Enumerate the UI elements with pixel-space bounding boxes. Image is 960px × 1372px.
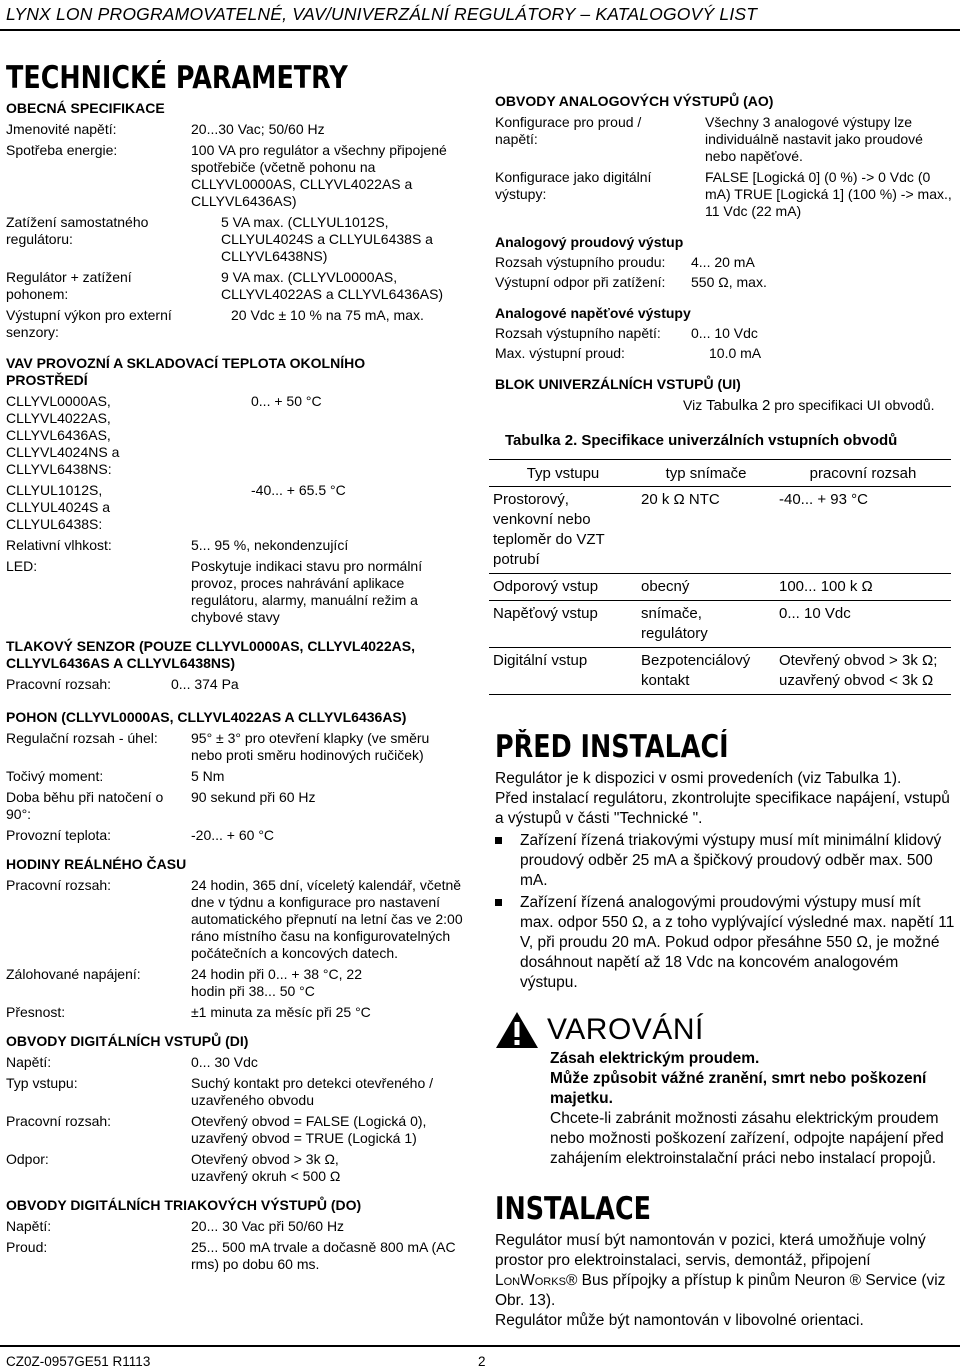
actuator-list xyxy=(6,730,476,844)
table-row xyxy=(489,601,951,648)
spec-value: 9 VA max. (CLLYVL0000AS, CLLYVL4022AS a CLLYVL6436AS) xyxy=(221,269,444,302)
ui-note xyxy=(683,397,955,414)
table-cell: 20 k Ω NTC xyxy=(637,487,775,574)
spec-value: ±1 minuta za měsíc při 25 °C xyxy=(191,1004,371,1020)
spec-key: CLLYUL1012S, CLLYUL4024S a CLLYUL6438S: xyxy=(6,482,111,532)
spec-value: Otevřený obvod > 3k Ω, uzavřený okruh < 500 Ω xyxy=(191,1151,341,1184)
spec-value: 20...30 Vac; 50/60 Hz xyxy=(191,121,325,137)
spec-key: Rozsah výstupního proudu: xyxy=(495,254,666,270)
rtc-list xyxy=(6,877,476,1021)
spec-value: 100 VA pro regulátor a všechny připojené spotřebiče (včetně pohonu na CLLYVL0000AS, CLLYVL4022AS a CLLYVL6436AS) xyxy=(191,142,447,209)
ao-heading: OBVODY ANALOGOVÝCH VÝSTUPŮ (AO) xyxy=(495,93,774,109)
spec-key: Pracovní rozsah: xyxy=(6,877,112,893)
pre-install-body xyxy=(495,769,955,993)
spec-value: 5 Nm xyxy=(191,768,225,784)
paragraph: Před instalací regulátoru, zkontrolujte specifikace napájení, vstupů a výstupů v části "Technické ". xyxy=(495,790,950,827)
spec-key: Pracovní rozsah: xyxy=(6,676,112,692)
table-cell: 100... 100 k Ω xyxy=(775,574,951,601)
ui-note-suffix: pro specifikaci UI obvodů. xyxy=(770,397,935,413)
spec-key: Konfigurace pro proud / napětí: xyxy=(495,114,642,147)
spec-key: Zálohované napájení: xyxy=(6,966,141,982)
actuator-heading: POHON (CLLYVL0000AS, CLLYVL4022AS A CLLYVL6436AS) xyxy=(6,709,407,725)
spec-value: Poskytuje indikaci stavu pro normální provoz, proces nahrávání aplikace regulátoru, alarmy, manuální režim a chybové stavy xyxy=(191,558,423,625)
di-list xyxy=(6,1054,476,1185)
spec-value: -40... + 65.5 °C xyxy=(251,482,346,498)
ui-heading: BLOK UNIVERZÁLNÍCH VSTUPŮ (UI) xyxy=(495,376,741,392)
table-cell: Odporový vstup xyxy=(489,574,637,601)
general-spec-list xyxy=(6,121,476,341)
installation-title: INSTALACE xyxy=(495,1191,651,1227)
table-row xyxy=(489,487,951,574)
warning-triangle-icon xyxy=(495,1011,539,1049)
bullet-text: Zařízení řízená analogovými proudovými výstupy musí mít max. odpor 550 Ω, a z toho vyplývající výsledné max. napětí 11 V, při proudu 20 mA. Pokud odpor přesáhne 550 Ω, je možné dosáhnout napětí až 18 Vdc na koncovém analogovém výstupu. xyxy=(520,894,955,991)
spec-value: FALSE [Logická 0] (0 %) -> 0 Vdc (0 mA) TRUE [Logická 1] (100 %) -> max., 11 Vdc (22 mA) xyxy=(705,169,952,219)
warning-word: VAROVÁNÍ xyxy=(547,1013,704,1046)
table-2-link[interactable]: Tabulka 2 xyxy=(706,397,771,414)
document-code: CZ0Z-0957GE51 R1113 xyxy=(6,1354,151,1369)
spec-key: Točivý moment: xyxy=(6,768,104,784)
bullet-square-icon xyxy=(495,899,502,906)
spec-key: Výstupní výkon pro externí senzory: xyxy=(6,307,172,340)
header-rule xyxy=(0,29,960,31)
warning-bold-2: Může způsobit vážné zranění, smrt nebo poškození majetku. xyxy=(550,1070,927,1107)
bullet-item xyxy=(495,893,955,993)
document-header: LYNX LON PROGRAMOVATELNÉ, VAV/UNIVERZÁLNÍ REGULÁTORY – KATALOGOVÝ LIST xyxy=(6,4,758,24)
table-header: pracovní rozsah xyxy=(775,460,951,487)
rtc-heading: HODINY REÁLNÉHO ČASU xyxy=(6,856,187,872)
di-heading: OBVODY DIGITÁLNÍCH VSTUPŮ (DI) xyxy=(6,1033,249,1049)
spec-key: Zatížení samostatného regulátoru: xyxy=(6,214,149,247)
spec-key: Napětí: xyxy=(6,1218,52,1234)
table-cell: -40... + 93 °C xyxy=(775,487,951,574)
bullet-text: Zařízení řízená triakovými výstupy musí mít minimální klidový proudový odběr 25 mA a špičkový proudový odběr max. 500 mA. xyxy=(520,832,942,889)
spec-value: 24 hodin při 0... + 38 °C, 22 hodin při 38... 50 °C xyxy=(191,966,362,999)
paragraph: Regulátor je k dispozici v osmi provedeních (viz Tabulka 1). xyxy=(495,770,902,787)
table-cell: obecný xyxy=(637,574,775,601)
spec-value: 90 sekund při 60 Hz xyxy=(191,789,316,805)
spec-value: 10.0 mA xyxy=(709,345,762,361)
text-run: Regulátor musí být namontován v pozici, která umožňuje volný prostor pro elektroinstalaci, servis, demontáž, připojení xyxy=(495,1232,926,1269)
lonworks-brand: LonWorks xyxy=(495,1272,566,1289)
spec-key: CLLYVL0000AS, CLLYVL4022AS, CLLYVL6436AS, CLLYVL4024NS a CLLYVL6438NS: xyxy=(6,393,120,477)
spec-value: 0... 374 Pa xyxy=(171,676,239,692)
table-header: typ snímače xyxy=(637,460,775,487)
spec-key: Provozní teplota: xyxy=(6,827,112,843)
spec-key: LED: xyxy=(6,558,38,574)
paragraph: Regulátor může být namontován v libovolné orientaci. xyxy=(495,1312,864,1329)
spec-key: Výstupní odpor při zatížení: xyxy=(495,274,666,290)
spec-key: Regulátor + zatížení pohonem: xyxy=(6,269,132,302)
spec-value: 95° ± 3° pro otevření klapky (ve směru nebo proti směru hodinových ručiček) xyxy=(191,730,430,763)
spec-key: Rozsah výstupního napětí: xyxy=(495,325,661,341)
spec-value: 20... 30 Vac při 50/60 Hz xyxy=(191,1218,345,1234)
spec-value: 5 VA max. (CLLYUL1012S, CLLYUL4024S a CLLYUL6438S a CLLYVL6438NS) xyxy=(221,214,433,264)
do-heading: OBVODY DIGITÁLNÍCH TRIAKOVÝCH VÝSTUPŮ (DO) xyxy=(6,1197,362,1213)
paragraph xyxy=(495,1231,955,1311)
spec-value: -20... + 60 °C xyxy=(191,827,275,843)
do-list xyxy=(6,1218,476,1273)
bullet-item xyxy=(495,831,955,891)
spec-key: Typ vstupu: xyxy=(6,1075,78,1091)
spec-key: Proud: xyxy=(6,1239,48,1255)
table-cell: Napěťový vstup xyxy=(489,601,637,648)
spec-value: Všechny 3 analogové výstupy lze individuálně nastavit jako proudové nebo napěťové. xyxy=(705,114,923,164)
spec-key: Přesnost: xyxy=(6,1004,66,1020)
bullet-square-icon xyxy=(495,837,502,844)
table-cell: Digitální vstup xyxy=(489,648,637,695)
spec-key: Napětí: xyxy=(6,1054,52,1070)
spec-key: Odpor: xyxy=(6,1151,49,1167)
ao-list xyxy=(495,114,955,220)
spec-value: 0... 10 Vdc xyxy=(691,325,758,341)
text-run: ® Bus přípojky a přístup k pinům Neuron ® Service (viz Obr. 13). xyxy=(495,1272,946,1309)
spec-key: Pracovní rozsah: xyxy=(6,1113,112,1129)
spec-value: 25... 500 mA trvale a dočasně 800 mA (AC rms) po dobu 60 ms. xyxy=(191,1239,456,1272)
spec-key: Jmenovité napětí: xyxy=(6,121,117,137)
table-cell: snímače, regulátory xyxy=(637,601,775,648)
ui-note-prefix: Viz xyxy=(683,397,707,413)
table-cell: Bezpotenciálový kontakt xyxy=(637,648,775,695)
pressure-heading: TLAKOVÝ SENZOR (POUZE CLLYVL0000AS, CLLYVL4022AS, CLLYVL6436AS A CLLYVL6438NS) xyxy=(6,638,415,671)
page-number: 2 xyxy=(478,1354,486,1369)
warning-text: Chcete-li zabránit možnosti zásahu elektrickým proudem nebo možnosti poškození zařízení, odpojte napájení před zahájením elektroinstalační práci nebo instalací propojů. xyxy=(550,1110,944,1167)
ao-voltage-heading: Analogové napěťové výstupy xyxy=(495,305,691,321)
spec-value: 0... + 50 °C xyxy=(251,393,322,409)
table-cell: Otevřený obvod > 3k Ω; uzavřený obvod < 3k Ω xyxy=(775,648,951,695)
spec-value: 550 Ω, max. xyxy=(691,274,767,290)
spec-value: 20 Vdc ± 10 % na 75 mA, max. xyxy=(231,307,424,323)
table-cell: Prostorový, venkovní nebo teploměr do VZT potrubí xyxy=(489,487,637,574)
spec-key: Doba běhu při natočení o 90°: xyxy=(6,789,164,822)
spec-key: Konfigurace jako digitální výstupy: xyxy=(495,169,652,202)
technical-parameters-title: TECHNICKÉ PARAMETRY xyxy=(6,60,348,96)
warning-body xyxy=(550,1049,955,1169)
spec-value: 24 hodin, 365 dní, víceletý kalendář, včetně dne v týdnu a konfigurace pro nastavení automatického přepnutí na letní čas ve 2:00 ráno místního času na konfigurovatelných počátečních a koncových datech. xyxy=(191,877,463,961)
warning-bold-1: Zásah elektrickým proudem. xyxy=(550,1050,760,1067)
installation-body xyxy=(495,1231,955,1331)
general-spec-heading: OBECNÁ SPECIFIKACE xyxy=(6,100,165,116)
ao-current-heading: Analogový proudový výstup xyxy=(495,234,684,250)
spec-value: 0... 30 Vdc xyxy=(191,1054,258,1070)
table-caption: Tabulka 2. Specifikace univerzálních vstupních obvodů xyxy=(505,432,898,449)
ambient-heading: VAV PROVOZNÍ A SKLADOVACÍ TEPLOTA OKOLNÍHO PROSTŘEDÍ xyxy=(6,355,366,388)
spec-key: Max. výstupní proud: xyxy=(495,345,625,361)
spec-key: Spotřeba energie: xyxy=(6,142,118,158)
spec-value: Otevřený obvod = FALSE (Logická 0), uzavřený obvod = TRUE (Logická 1) xyxy=(191,1113,427,1146)
universal-inputs-table xyxy=(489,459,951,695)
table-row xyxy=(489,574,951,601)
pre-install-title: PŘED INSTALACÍ xyxy=(495,729,729,765)
warning-title xyxy=(495,1011,955,1049)
right-column xyxy=(495,93,955,1331)
spec-value: 5... 95 %, nekondenzující xyxy=(191,537,349,553)
spec-value: 4... 20 mA xyxy=(691,254,755,270)
table-row xyxy=(489,648,951,695)
left-column xyxy=(6,60,476,1277)
table-header: Typ vstupu xyxy=(489,460,637,487)
footer-rule xyxy=(0,1345,960,1347)
spec-key: Relativní vlhkost: xyxy=(6,537,112,553)
table-cell: 0... 10 Vdc xyxy=(775,601,951,648)
spec-key: Regulační rozsah - úhel: xyxy=(6,730,158,746)
ambient-list xyxy=(6,393,476,626)
spec-value: Suchý kontakt pro detekci otevřeného / uzavřeného obvodu xyxy=(191,1075,434,1108)
